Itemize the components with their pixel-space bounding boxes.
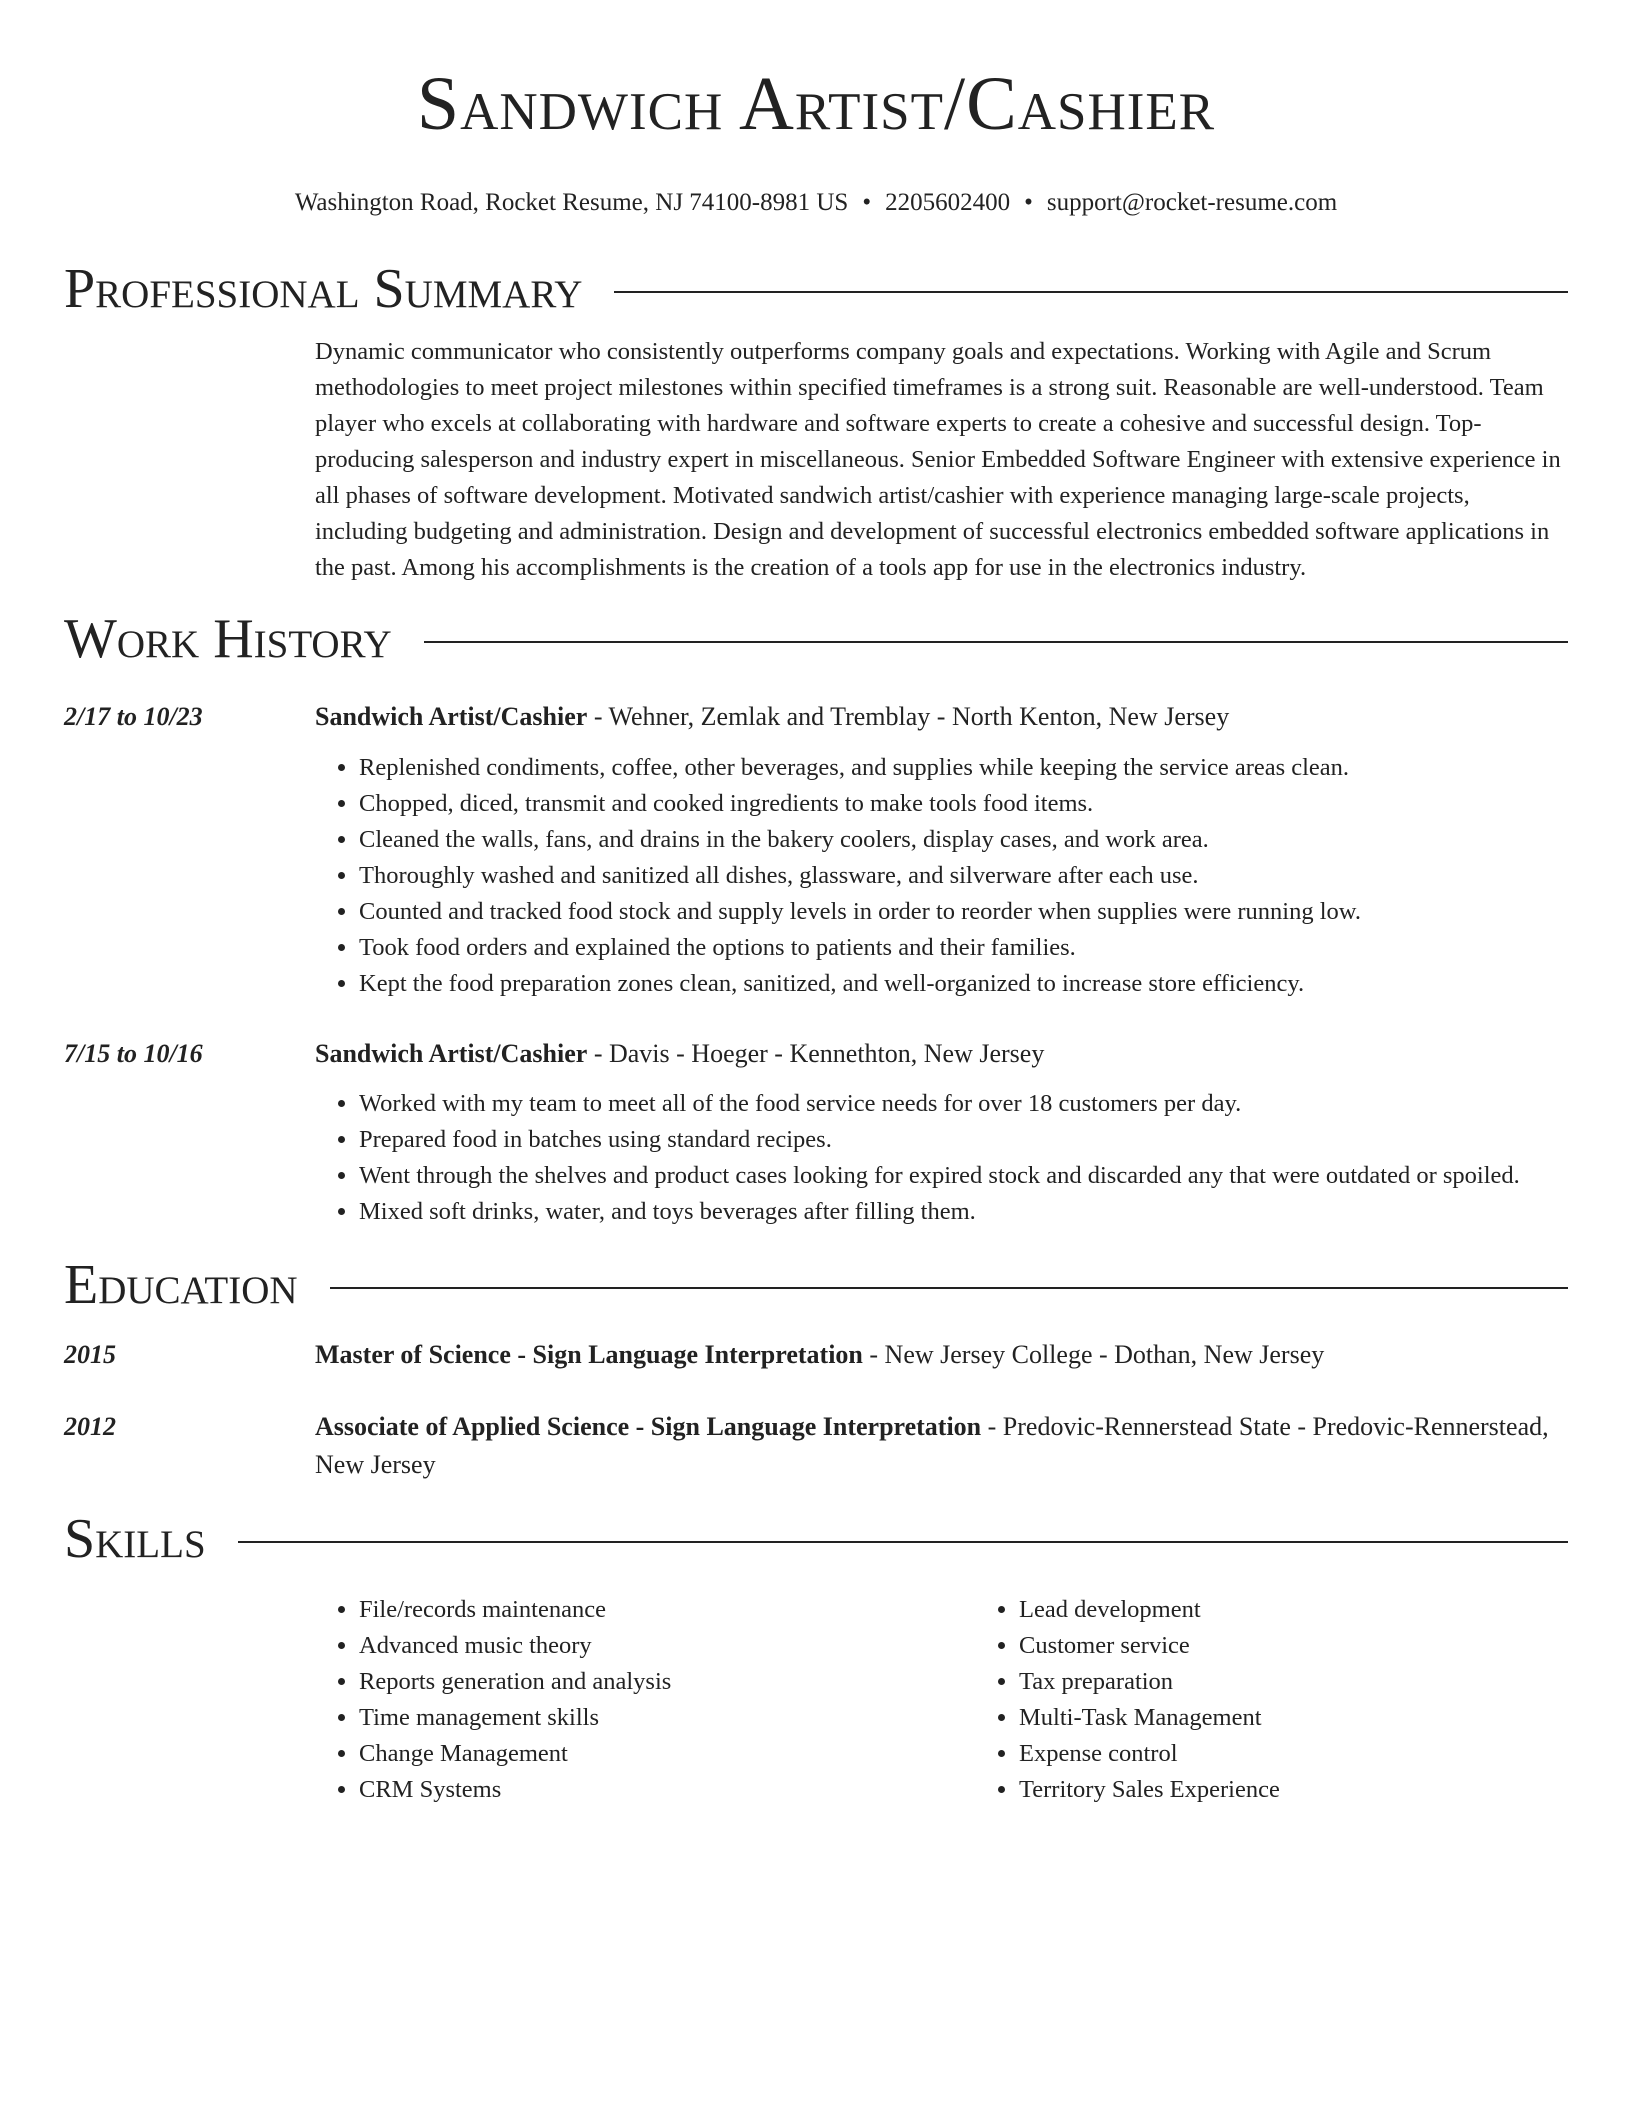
education-entry bbox=[64, 1336, 1568, 1374]
section-divider bbox=[330, 1287, 1568, 1289]
summary-spacer bbox=[64, 334, 315, 586]
job-dates: 2/17 to 10/23 bbox=[64, 702, 203, 731]
education-line bbox=[315, 1336, 1568, 1374]
summary-section-heading bbox=[64, 256, 1568, 322]
skills-spacer bbox=[64, 1592, 315, 1808]
contact-line bbox=[64, 188, 1568, 218]
job-title: Sandwich Artist/Cashier bbox=[315, 1039, 588, 1068]
skills-row bbox=[64, 1592, 1568, 1808]
education-degree: Master of Science - Sign Language Interpretation bbox=[315, 1340, 863, 1369]
job-bullet: • Thoroughly washed and sanitized all dishes, glassware, and silverware after each use. bbox=[359, 858, 1568, 894]
summary-text: Dynamic communicator who consistently outperforms company goals and expectations. Working with Agile and Scrum methodologies to meet project milestones within specified timeframes is a strong suit. Reasonable are well-understood. Team player who excels at collaborating with hardware and software experts to create a cohesive and successful design. Top-producing salesperson and industry expert in miscellaneous. Senior Embedded Software Engineer with extensive experience in all phases of software development. Motivated sandwich artist/cashier with experience managing large-scale projects, including budgeting and administration. Design and development of successful electronics embedded software applications in the past. Among his accomplishments is the creation of a tools app for use in the electronics industry. bbox=[315, 338, 1561, 581]
job-bullets bbox=[315, 1086, 1568, 1230]
skill-item: • CRM Systems bbox=[359, 1772, 975, 1808]
skills-grid bbox=[315, 1592, 1632, 1808]
skill-item: • Territory Sales Experience bbox=[1019, 1772, 1632, 1808]
job-bullet: • Took food orders and explained the options to patients and their families. bbox=[359, 930, 1568, 966]
skill-item: • Advanced music theory bbox=[359, 1628, 975, 1664]
job-title-line bbox=[315, 1035, 1568, 1073]
education-year: 2015 bbox=[64, 1340, 116, 1369]
skill-item: • Change Management bbox=[359, 1736, 975, 1772]
job-bullet: • Worked with my team to meet all of the food service needs for over 18 customers per day. bbox=[359, 1086, 1568, 1122]
section-divider bbox=[238, 1541, 1568, 1543]
contact-separator: • bbox=[862, 189, 872, 216]
skill-item: • Reports generation and analysis bbox=[359, 1664, 975, 1700]
job-dates: 7/15 to 10/16 bbox=[64, 1039, 203, 1068]
job-bullet: • Went through the shelves and product cases looking for expired stock and discarded any that were outdated or spoiled. bbox=[359, 1158, 1568, 1194]
job-bullets bbox=[315, 750, 1568, 1002]
job-bullet: • Counted and tracked food stock and supply levels in order to reorder when supplies were running low. bbox=[359, 894, 1568, 930]
skills-list-right bbox=[975, 1592, 1632, 1808]
education-line bbox=[315, 1408, 1568, 1484]
section-divider bbox=[424, 641, 1568, 643]
skill-item: • Tax preparation bbox=[1019, 1664, 1632, 1700]
education-year: 2012 bbox=[64, 1412, 116, 1441]
candidate-name: Sandwich Artist/Cashier bbox=[416, 62, 1216, 146]
education-degree: Associate of Applied Science - Sign Language Interpretation bbox=[315, 1412, 982, 1441]
education-school: - New Jersey College - Dothan, New Jersey bbox=[862, 1340, 1325, 1369]
skill-item: • File/records maintenance bbox=[359, 1592, 975, 1628]
skill-item: • Expense control bbox=[1019, 1736, 1632, 1772]
job-bullet: • Chopped, diced, transmit and cooked ingredients to make tools food items. bbox=[359, 786, 1568, 822]
skill-item: • Lead development bbox=[1019, 1592, 1632, 1628]
contact-phone: 2205602400 bbox=[885, 189, 1011, 216]
skills-heading: Skills bbox=[64, 1508, 206, 1570]
education-section-heading bbox=[64, 1252, 1568, 1318]
section-divider bbox=[614, 291, 1568, 293]
job-bullet: • Mixed soft drinks, water, and toys beverages after filling them. bbox=[359, 1194, 1568, 1230]
contact-email: support@rocket-resume.com bbox=[1046, 189, 1338, 216]
skill-item: • Time management skills bbox=[359, 1700, 975, 1736]
skill-item: • Multi-Task Management bbox=[1019, 1700, 1632, 1736]
work-section-heading bbox=[64, 606, 1568, 672]
education-school: - Predovic-Rennerstead State - Predovic-Rennerstead, New Jersey bbox=[315, 1412, 1549, 1479]
summary-heading: Professional Summary bbox=[64, 258, 583, 320]
job-bullet: • Prepared food in batches using standard recipes. bbox=[359, 1122, 1568, 1158]
job-bullet: • Cleaned the walls, fans, and drains in the bakery coolers, display cases, and work area. bbox=[359, 822, 1568, 858]
education-entry bbox=[64, 1408, 1568, 1484]
work-heading: Work History bbox=[64, 608, 392, 670]
skills-list-left bbox=[315, 1592, 975, 1808]
skill-item: • Customer service bbox=[1019, 1628, 1632, 1664]
job-bullet: • Replenished condiments, coffee, other beverages, and supplies while keeping the service areas clean. bbox=[359, 750, 1568, 786]
job-bullet: • Kept the food preparation zones clean, sanitized, and well-organized to increase store efficiency. bbox=[359, 966, 1568, 1002]
job-company: - Wehner, Zemlak and Tremblay - North Kenton, New Jersey bbox=[587, 702, 1230, 731]
contact-separator: • bbox=[1024, 189, 1033, 216]
job-title: Sandwich Artist/Cashier bbox=[315, 702, 588, 731]
job-title-line bbox=[315, 698, 1568, 736]
job-company: - Davis - Hoeger - Kennethton, New Jersey bbox=[587, 1039, 1045, 1068]
education-heading: Education bbox=[64, 1254, 298, 1316]
job-entry bbox=[64, 1035, 1568, 1230]
summary-row bbox=[64, 334, 1568, 586]
skills-section-heading bbox=[64, 1506, 1568, 1572]
contact-address: Washington Road, Rocket Resume, NJ 74100-8981 US bbox=[294, 189, 849, 216]
job-entry bbox=[64, 698, 1568, 1002]
